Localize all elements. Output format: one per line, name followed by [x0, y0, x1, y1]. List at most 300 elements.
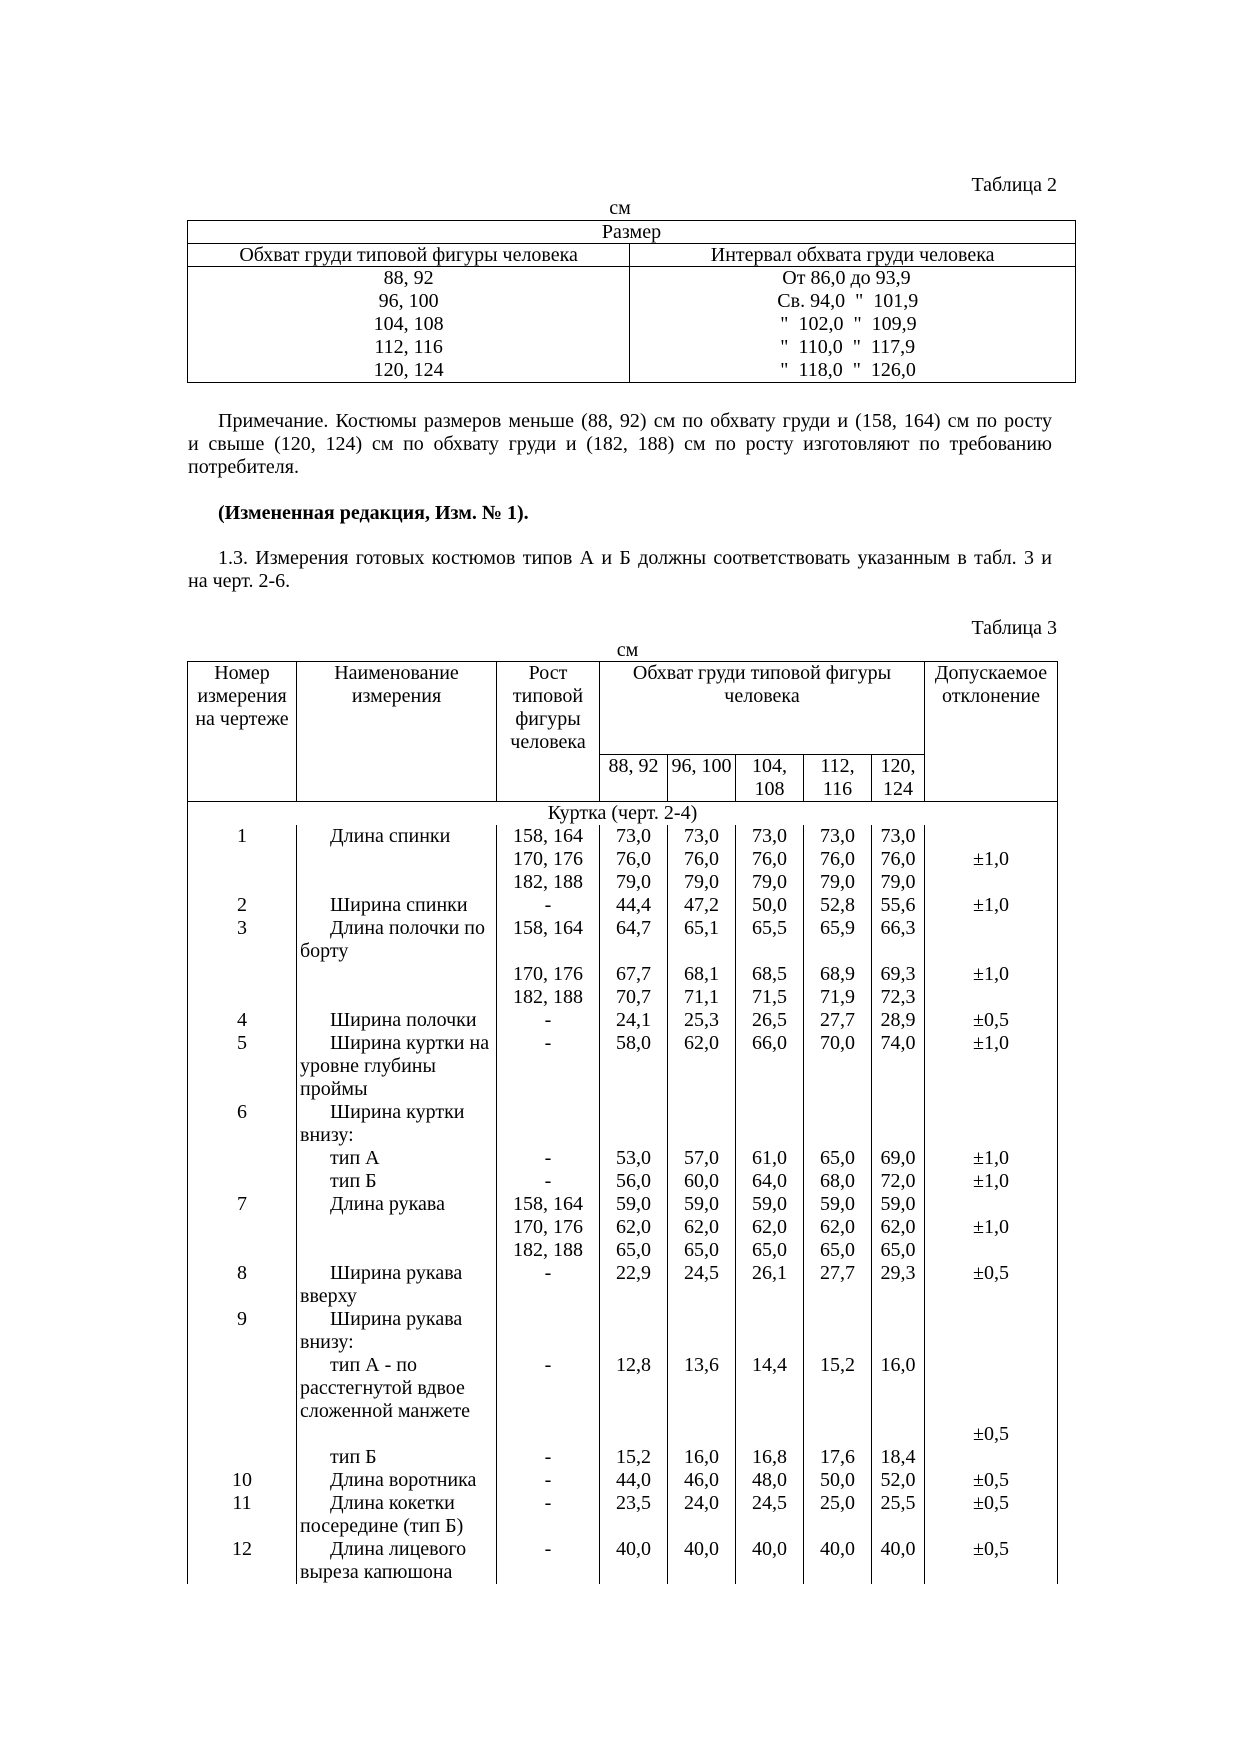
paragraph-line: на черт. 2-6.: [188, 570, 291, 592]
table3-cell-value-text: 26,5: [752, 1009, 787, 1031]
table3-cell-value-text: 13,6: [684, 1354, 719, 1376]
table3-cell-value: [736, 1354, 804, 1423]
table3-cell-value: [872, 1308, 925, 1354]
table3-cell-number-text: 5: [237, 1032, 247, 1054]
table3-cell-value: [668, 986, 736, 1009]
table3-cell-value: [872, 1193, 925, 1216]
table2-cell-size: 88, 92: [188, 267, 630, 291]
table3-cell-value-text: 65,9: [820, 917, 855, 939]
table3-cell-height: [497, 1009, 600, 1032]
table3-cell-number-text: 1: [237, 825, 247, 847]
table3-cell-value-text: 65,1: [684, 917, 719, 939]
table3-cell-value-text: 59,0: [616, 1193, 651, 1215]
table2-header-chest: Обхват груди типовой фигуры человека: [188, 244, 630, 267]
table3-cell-value: [872, 848, 925, 871]
table3-cell-tolerance: [925, 1170, 1058, 1193]
table3-cell-tolerance-text: ±1,0: [973, 1147, 1009, 1169]
table3-cell-value-text: 76,0: [820, 848, 855, 870]
table3-cell-number: [188, 1101, 297, 1147]
table3-cell-tolerance-text: ±0,5: [973, 1423, 1009, 1445]
table3-cell-value-text: 25,5: [880, 1492, 916, 1514]
table3-cell-value: [600, 871, 668, 894]
table3-cell-value: [736, 1308, 804, 1354]
table3-cell-value-text: 76,0: [752, 848, 787, 870]
table3-cell-value-text: 72,3: [880, 986, 916, 1008]
table3-cell-value-text: 44,0: [616, 1469, 651, 1491]
table3-cell-value: [804, 917, 872, 963]
table3-cell-name: [297, 1101, 497, 1147]
table3-cell-name: [297, 1009, 497, 1032]
table2-cell-interval: От 86,0 до 93,9: [630, 267, 1076, 291]
table3-cell-height: [497, 1262, 600, 1308]
table3-cell-height-text: 158, 164: [513, 917, 583, 939]
table-row: [188, 1009, 1058, 1032]
table3-cell-value: [872, 1492, 925, 1538]
table3-cell-value: [668, 1354, 736, 1423]
table3-cell-name-text: Ширина рукава внизу:: [300, 1308, 463, 1353]
table3-cell-value-text: 24,0: [684, 1492, 719, 1514]
table3-cell-number: [188, 1262, 297, 1308]
table3-cell-tolerance: [925, 1009, 1058, 1032]
table3-cell-value: [872, 1446, 925, 1469]
table3-cell-name: [297, 1469, 497, 1492]
table3-cell-number-text: 6: [237, 1101, 247, 1123]
table3-cell-name: [297, 1032, 497, 1101]
table3-cell-value: [872, 917, 925, 963]
table3-cell-name-text: Ширина куртки на уровне глубины проймы: [300, 1032, 490, 1100]
table3-cell-value-text: 15,2: [616, 1446, 651, 1468]
table-row: [188, 1032, 1058, 1101]
table3-cell-tolerance: [925, 1032, 1058, 1101]
table3-cell-name-text: Ширина куртки внизу:: [300, 1101, 465, 1146]
table3-cell-value: [600, 1469, 668, 1492]
table3-cell-value: [804, 1239, 872, 1262]
table3-cell-name-text: Длина полочки по борту: [300, 917, 485, 962]
table3-cell-value-text: 50,0: [752, 894, 787, 916]
table3-cell-value: [736, 1538, 804, 1584]
table3-cell-value-text: 16,0: [684, 1446, 719, 1468]
table3-cell-name: [297, 1262, 497, 1308]
table3-cell-tolerance: [925, 1423, 1058, 1446]
table3-cell-tolerance-text: ±0,5: [973, 1492, 1009, 1514]
table3-cell-number-text: 2: [237, 894, 247, 916]
table3-cell-value: [600, 1170, 668, 1193]
table3-cell-tolerance: [925, 1308, 1058, 1354]
table2-cell-size: 112, 116: [188, 336, 630, 359]
table3-cell-number: [188, 825, 297, 848]
table3-cell-value-text: 62,0: [752, 1216, 787, 1238]
table3-cell-value-text: 57,0: [684, 1147, 719, 1169]
table3-cell-value: [804, 825, 872, 848]
table3-cell-value-text: 62,0: [880, 1216, 916, 1238]
table3-cell-number-text: 4: [237, 1009, 247, 1031]
table-row: [188, 986, 1058, 1009]
table3-cell-value-text: 16,0: [880, 1354, 916, 1376]
table3-cell-height-text: -: [544, 1492, 552, 1514]
table3-cell-number-text: 9: [237, 1308, 247, 1330]
table3-cell-value-text: 59,0: [820, 1193, 855, 1215]
table3-cell-tolerance-text: ±0,5: [973, 1538, 1009, 1560]
table3-cell-value-text: 25,3: [684, 1009, 719, 1031]
table3-cell-value: [872, 1354, 925, 1423]
table3-cell-value: [668, 1538, 736, 1584]
table3-cell-name-text: Длина рукава: [330, 1193, 445, 1215]
table2-cell-interval: Св. 94,0 " 101,9: [630, 290, 1076, 313]
table3-cell-tolerance-text: ±1,0: [973, 848, 1009, 870]
table3-cell-value-text: 64,0: [752, 1170, 787, 1192]
table3-cell-height-text: -: [544, 894, 552, 916]
table3-cell-number: [188, 1170, 297, 1193]
table3-cell-value: [872, 1239, 925, 1262]
table3-cell-number: [188, 1239, 297, 1262]
table3-cell-value-text: 73,0: [880, 825, 916, 847]
table3-cell-value-text: 68,1: [684, 963, 719, 985]
table3-caption: Таблица 3: [971, 617, 1057, 639]
table3-cell-name: [297, 1423, 497, 1446]
table3-cell-height-text: 170, 176: [513, 1216, 583, 1238]
table3-cell-tolerance: [925, 963, 1058, 986]
table3-cell-value: [736, 1216, 804, 1239]
table3-cell-tolerance: [925, 917, 1058, 963]
table3-cell-tolerance: [925, 1147, 1058, 1170]
table3-cell-number: [188, 871, 297, 894]
table3-cell-value-text: 65,0: [820, 1239, 855, 1261]
table3-cell-tolerance: [925, 848, 1058, 871]
table3-cell-number-text: 11: [232, 1492, 252, 1514]
table3-cell-value-text: 65,0: [684, 1239, 719, 1261]
table3-cell-value-text: 14,4: [752, 1354, 787, 1376]
table3-cell-tolerance-text: ±1,0: [973, 894, 1009, 916]
table3-cell-name: [297, 1193, 497, 1216]
table3-cell-value-text: 26,1: [752, 1262, 787, 1284]
table3-cell-value: [600, 963, 668, 986]
table3-cell-value-text: 27,7: [820, 1009, 855, 1031]
table3-cell-value: [736, 825, 804, 848]
table3-cell-height-text: 158, 164: [513, 1193, 583, 1215]
table3-cell-value: [872, 1216, 925, 1239]
table3-cell-value-text: 59,0: [752, 1193, 787, 1215]
table3-cell-value-text: 60,0: [684, 1170, 719, 1192]
table3-cell-tolerance-text: ±0,5: [973, 1262, 1009, 1284]
table3-cell-tolerance: [925, 1262, 1058, 1308]
table3-cell-name-text: Ширина рукава вверху: [300, 1262, 463, 1307]
table3-cell-tolerance: [925, 825, 1058, 848]
table3-cell-height: [497, 1216, 600, 1239]
note-line: потребителя.: [188, 456, 299, 478]
table3-cell-value: [600, 1262, 668, 1308]
table3-cell-value-text: 69,0: [880, 1147, 916, 1169]
table3-cell-height: [497, 1492, 600, 1538]
table3-cell-value-text: 40,0: [684, 1538, 719, 1560]
table3-cell-height: [497, 1308, 600, 1354]
table3-cell-value-text: 46,0: [684, 1469, 719, 1491]
table-row: [188, 1446, 1058, 1469]
table3-cell-value: [736, 963, 804, 986]
table3-cell-number: [188, 1538, 297, 1584]
table3-cell-value: [600, 1147, 668, 1170]
table3-cell-value-text: 71,1: [684, 986, 719, 1008]
table3-cell-tolerance: [925, 1239, 1058, 1262]
table3-cell-name: [297, 1354, 497, 1423]
table3-cell-value: [736, 1193, 804, 1216]
table3-cell-number: [188, 1446, 297, 1469]
table3-cell-number: [188, 894, 297, 917]
table3-cell-value: [668, 1101, 736, 1147]
table3-cell-value: [804, 1354, 872, 1423]
table-row: [188, 313, 1076, 336]
table3-cell-value: [804, 1538, 872, 1584]
table3-cell-value: [736, 1446, 804, 1469]
table3-header-name: Наименование измерения: [297, 662, 497, 802]
table3-cell-value: [804, 871, 872, 894]
table3-cell-value: [736, 1009, 804, 1032]
table3-cell-value-text: 70,7: [616, 986, 651, 1008]
table3-cell-height-text: 182, 188: [513, 1239, 583, 1261]
table3-cell-value: [736, 894, 804, 917]
table3-cell-value: [668, 825, 736, 848]
table3-cell-height-text: 182, 188: [513, 986, 583, 1008]
table3-cell-value-text: 18,4: [880, 1446, 916, 1468]
table3-cell-height-text: -: [544, 1032, 552, 1054]
table3-cell-value: [804, 894, 872, 917]
table-row: [188, 359, 1076, 383]
table3-cell-name: [297, 1147, 497, 1170]
table3-cell-tolerance: [925, 1492, 1058, 1538]
table3-cell-height: [497, 963, 600, 986]
table3-cell-value-text: 73,0: [616, 825, 651, 847]
table3-cell-value: [736, 1469, 804, 1492]
table3-cell-height: [497, 917, 600, 963]
table3-header-size: 96, 100: [668, 755, 736, 802]
table3-cell-value: [600, 1032, 668, 1101]
table3-cell-value-text: 24,5: [752, 1492, 787, 1514]
paragraph-1-3: [188, 547, 1052, 593]
table3-cell-name: [297, 917, 497, 963]
table3-cell-name: [297, 1216, 497, 1239]
table3-cell-tolerance: [925, 1538, 1058, 1584]
table3-cell-value: [872, 1101, 925, 1147]
table3-cell-value-text: 69,3: [880, 963, 916, 985]
table3-cell-value: [600, 1009, 668, 1032]
table3-cell-value-text: 79,0: [616, 871, 651, 893]
amendment-note: (Измененная редакция, Изм. № 1).: [218, 502, 529, 524]
table3-cell-value: [668, 917, 736, 963]
table3-cell-number: [188, 1216, 297, 1239]
table3-cell-name-text: Ширина спинки: [330, 894, 468, 916]
table3-cell-height-text: -: [544, 1009, 552, 1031]
table3-cell-height-text: 182, 188: [513, 871, 583, 893]
table3-cell-value: [872, 1469, 925, 1492]
table3-cell-value: [804, 1032, 872, 1101]
table-row: [188, 1538, 1058, 1584]
table3-cell-value-text: 40,0: [616, 1538, 651, 1560]
table3-cell-value-text: 79,0: [752, 871, 787, 893]
table3-cell-value-text: 76,0: [684, 848, 719, 870]
note-line: и свыше (120, 124) см по обхвату груди и (182, 188) см по росту изготовляют по требованию: [188, 433, 1052, 455]
table3-cell-number: [188, 1032, 297, 1101]
note-paragraph: [188, 410, 1052, 479]
table3-cell-height: [497, 1538, 600, 1584]
table3-cell-tolerance-text: ±1,0: [973, 1216, 1009, 1238]
table3-cell-name: [297, 848, 497, 871]
table-row: [188, 1469, 1058, 1492]
table3-cell-value: [804, 1446, 872, 1469]
table3-cell-number: [188, 1469, 297, 1492]
table3-cell-number-text: 10: [232, 1469, 252, 1491]
table3-cell-value-text: 28,9: [880, 1009, 916, 1031]
table3-cell-value-text: 71,9: [820, 986, 855, 1008]
table3-cell-name: [297, 1446, 497, 1469]
table3-cell-value: [872, 963, 925, 986]
table3-header-size: 120, 124: [872, 755, 925, 802]
table3-cell-height: [497, 1101, 600, 1147]
table3-cell-value-text: 62,0: [684, 1032, 719, 1054]
table3-cell-value: [736, 1492, 804, 1538]
table3-cell-value: [872, 871, 925, 894]
table3-cell-name: [297, 1492, 497, 1538]
table3-cell-value-text: 12,8: [616, 1354, 651, 1376]
table3-cell-tolerance: [925, 1469, 1058, 1492]
table3-cell-value: [668, 1193, 736, 1216]
table3-cell-name: [297, 1239, 497, 1262]
table3-cell-name-text: тип А - по расстегнутой вдвое сложенной манжете: [300, 1354, 471, 1422]
table3-cell-name: [297, 1308, 497, 1354]
table3-unit: см: [616, 639, 639, 661]
table3-cell-name-text: Длина кокетки посередине (тип Б): [300, 1492, 464, 1537]
table3-cell-value: [668, 1469, 736, 1492]
table3-cell-value: [804, 963, 872, 986]
table3-cell-height-text: -: [544, 1170, 552, 1192]
table3-cell-value-text: 48,0: [752, 1469, 787, 1491]
table3-cell-value-text: 59,0: [880, 1193, 916, 1215]
table3-cell-value-text: 71,5: [752, 986, 787, 1008]
table3-cell-value: [736, 871, 804, 894]
table2-header-interval: Интервал обхвата груди человека: [630, 244, 1076, 267]
table3-cell-height: [497, 1354, 600, 1423]
table3-cell-value: [804, 1170, 872, 1193]
paragraph-line: 1.3. Измерения готовых костюмов типов А и Б должны соответствовать указанным в табл. 3 и: [218, 547, 1052, 569]
table3-cell-number-text: 3: [237, 917, 247, 939]
table3-cell-value-text: 62,0: [616, 1216, 651, 1238]
table3-cell-value: [804, 1469, 872, 1492]
table3-cell-value: [668, 1308, 736, 1354]
table3-cell-value-text: 27,7: [820, 1262, 855, 1284]
table-row: [188, 1423, 1058, 1446]
table3-cell-number-text: 12: [232, 1538, 252, 1560]
table3-cell-value-text: 52,8: [820, 894, 855, 916]
table3-cell-number: [188, 917, 297, 963]
table3-cell-value: [872, 894, 925, 917]
table-row: [188, 1193, 1058, 1216]
table3-cell-height: [497, 1239, 600, 1262]
table3-cell-value: [804, 1147, 872, 1170]
table3-cell-tolerance: [925, 894, 1058, 917]
table3-cell-value: [804, 848, 872, 871]
table3-cell-height: [497, 1446, 600, 1469]
table3-cell-value: [668, 963, 736, 986]
table3-cell-height: [497, 1469, 600, 1492]
table3-cell-value: [668, 894, 736, 917]
table-row: [188, 963, 1058, 986]
table3-cell-value-text: 65,0: [880, 1239, 916, 1261]
table3-cell-value: [872, 986, 925, 1009]
table3-cell-tolerance: [925, 1354, 1058, 1423]
table3-cell-value-text: 68,0: [820, 1170, 855, 1192]
table3-cell-value-text: 29,3: [880, 1262, 916, 1284]
table3-cell-value-text: 66,0: [752, 1032, 787, 1054]
table3-cell-height: [497, 825, 600, 848]
table3-cell-number: [188, 1492, 297, 1538]
table3-cell-number: [188, 986, 297, 1009]
table3-cell-number-text: 7: [237, 1193, 247, 1215]
table3-cell-value: [736, 848, 804, 871]
table-row: [188, 871, 1058, 894]
table3-cell-value: [600, 894, 668, 917]
table3-cell-value-text: 59,0: [684, 1193, 719, 1215]
table3-cell-value: [668, 1492, 736, 1538]
table3-cell-name: [297, 963, 497, 986]
table3-header-height: Рост типовой фигуры человека: [497, 662, 600, 802]
table3-cell-value: [668, 848, 736, 871]
table2-cell-size: 104, 108: [188, 313, 630, 336]
table3-cell-name: [297, 1170, 497, 1193]
table2-unit: см: [609, 197, 631, 219]
table3-cell-value: [736, 917, 804, 963]
table3-cell-value-text: 24,5: [684, 1262, 719, 1284]
table3-cell-name-text: Ширина полочки: [330, 1009, 477, 1031]
table3-cell-value: [600, 848, 668, 871]
table3-cell-value-text: 62,0: [684, 1216, 719, 1238]
table3-cell-height: [497, 1423, 600, 1446]
table3-cell-value: [872, 1423, 925, 1446]
table3-cell-height-text: -: [544, 1147, 552, 1169]
table3-cell-value-text: 15,2: [820, 1354, 855, 1376]
table3-cell-value-text: 50,0: [820, 1469, 855, 1491]
table2: [187, 220, 1076, 383]
table3-cell-value: [668, 1423, 736, 1446]
table-row: [188, 1147, 1058, 1170]
table3-cell-value: [600, 825, 668, 848]
table3-cell-height: [497, 894, 600, 917]
table3-cell-number: [188, 848, 297, 871]
table3-cell-value: [804, 1216, 872, 1239]
table3-cell-value-text: 79,0: [684, 871, 719, 893]
table3-cell-value: [600, 1308, 668, 1354]
table3-cell-tolerance-text: ±1,0: [973, 963, 1009, 985]
table3-cell-value: [668, 1032, 736, 1101]
table3-cell-value-text: 22,9: [616, 1262, 651, 1284]
table3-cell-number: [188, 1423, 297, 1446]
table3-cell-name: [297, 871, 497, 894]
table3-cell-value-text: 25,0: [820, 1492, 855, 1514]
table3-cell-value: [804, 1101, 872, 1147]
table3-cell-height: [497, 871, 600, 894]
table-row: [188, 825, 1058, 848]
table3-cell-number: [188, 963, 297, 986]
note-line: Примечание. Костюмы размеров меньше (88, 92) см по обхвату груди и (158, 164) см по росту: [218, 410, 1052, 432]
table3-cell-value-text: 17,6: [820, 1446, 855, 1468]
table-row: [188, 336, 1076, 359]
table3-cell-value: [804, 1262, 872, 1308]
table3-cell-height-text: 170, 176: [513, 963, 583, 985]
table3-cell-value-text: 76,0: [880, 848, 916, 870]
table3-cell-value: [872, 1009, 925, 1032]
table3-cell-value: [668, 1170, 736, 1193]
table3-cell-value-text: 56,0: [616, 1170, 651, 1192]
table3-cell-tolerance-text: ±0,5: [973, 1469, 1009, 1491]
table3-cell-value: [872, 1032, 925, 1101]
table-row: [188, 290, 1076, 313]
